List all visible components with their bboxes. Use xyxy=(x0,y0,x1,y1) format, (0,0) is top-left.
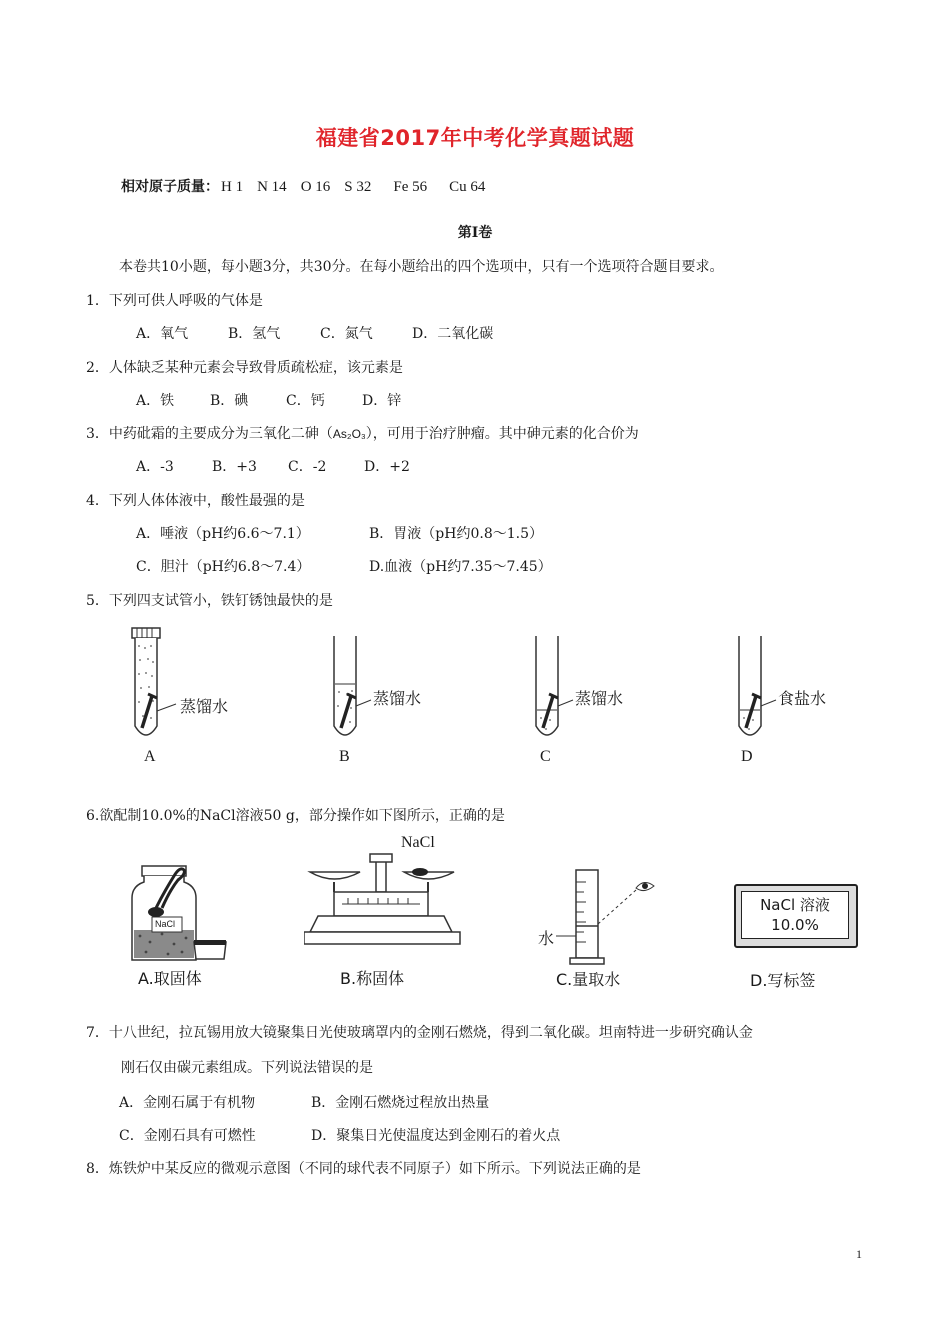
measuring-cylinder-icon xyxy=(536,866,686,966)
test-tube-a-figure xyxy=(126,626,256,776)
q3-option-a: A．-3 xyxy=(136,459,174,475)
water-label: 水 xyxy=(538,929,555,948)
tube-d-letter: D xyxy=(741,748,753,765)
tube-b-letter: B xyxy=(339,748,350,765)
jar-figure xyxy=(128,862,238,988)
q5-stem: 5．下列四支试管小，铁钉锈蚀最快的是 xyxy=(86,593,333,609)
jar-label: NaCl xyxy=(155,919,176,929)
page-title: 福建省2017年中考化学真题试题 xyxy=(315,126,635,150)
caption-a: A.取固体 xyxy=(138,969,202,988)
mass-h: H 1 xyxy=(221,179,244,195)
balance-icon xyxy=(304,832,474,967)
q4-option-b: B．胃液（pH约0.8～1.5） xyxy=(369,526,543,542)
q3-formula: As₂O₃ xyxy=(332,427,366,441)
q3-options xyxy=(136,456,410,476)
q1-stem: 1．下列可供人呼吸的气体是 xyxy=(86,293,263,309)
balance-figure xyxy=(304,832,474,988)
cylinder-figure xyxy=(536,866,686,989)
q1-option-b: B．氢气 xyxy=(228,326,281,342)
q1-option-d: D．二氧化碳 xyxy=(412,326,494,342)
test-tube-c-figure xyxy=(527,634,657,776)
reagent-label-inner xyxy=(741,891,849,939)
q3-stem xyxy=(86,423,639,443)
mass-cu: Cu 64 xyxy=(449,179,486,195)
q4-stem: 4．下列人体体液中，酸性最强的是 xyxy=(86,493,305,509)
reagent-jar-icon xyxy=(128,862,238,962)
sign-line-1: NaCl 溶液 xyxy=(760,896,830,914)
q2-option-d: D．锌 xyxy=(362,393,402,409)
atomic-masses-label: 相对原子质量： xyxy=(121,179,219,195)
label-figure xyxy=(734,884,864,990)
section-title: 第Ⅰ卷 xyxy=(457,225,493,241)
q7-option-b: B．金刚石燃烧过程放出热量 xyxy=(311,1095,490,1111)
mass-o: O 16 xyxy=(300,179,331,195)
atomic-masses xyxy=(121,176,485,196)
balance-nacl-label: NaCl xyxy=(401,834,435,851)
q7-stem-line2: 刚石仅由碳元素组成。下列说法错误的是 xyxy=(121,1060,373,1076)
q7-option-a: A．金刚石属于有机物 xyxy=(119,1095,256,1111)
q7-options-row1 xyxy=(119,1092,489,1112)
q4-option-c: C．胆汁（pH约6.8～7.4） xyxy=(136,559,311,575)
tube-d-liquid-label: 食盐水 xyxy=(778,689,827,708)
caption-d: D.写标签 xyxy=(750,971,816,990)
q3-option-b: B．+3 xyxy=(212,459,257,475)
q2-option-c: C．钙 xyxy=(286,393,325,409)
q1-option-c: C．氮气 xyxy=(320,326,373,342)
page-number: 1 xyxy=(856,1247,862,1261)
mass-fe: Fe 56 xyxy=(393,179,428,195)
q2-options xyxy=(136,390,401,410)
q6-stem: 6.欲配制10.0%的NaCl溶液50 g，部分操作如下图所示，正确的是 xyxy=(86,808,505,824)
test-tube-b-figure xyxy=(325,634,455,776)
tube-a-letter: A xyxy=(144,748,156,765)
q7-option-c: C．金刚石具有可燃性 xyxy=(119,1128,256,1144)
q7-options-row2 xyxy=(119,1125,560,1145)
caption-b: B.称固体 xyxy=(340,969,405,988)
q8-stem: 8．炼铁炉中某反应的微观示意图（不同的球代表不同原子）如下所示。下列说法正确的是 xyxy=(86,1161,641,1177)
q2-option-a: A．铁 xyxy=(136,393,175,409)
instructions: 本卷共10小题，每小题3分，共30分。在每小题给出的四个选项中，只有一个选项符合题目要求。 xyxy=(119,259,724,275)
caption-c: C.量取水 xyxy=(556,970,621,989)
q4-options-row2 xyxy=(136,556,552,576)
mass-s: S 32 xyxy=(344,179,372,195)
q3-option-c: C．-2 xyxy=(288,459,327,475)
q2-stem: 2．人体缺乏某种元素会导致骨质疏松症，该元素是 xyxy=(86,360,403,376)
q3-option-d: D．+2 xyxy=(364,459,410,475)
mass-n: N 14 xyxy=(257,179,287,195)
sign-line-2: 10.0% xyxy=(771,916,819,934)
reagent-label-sign xyxy=(734,884,858,948)
tube-b-liquid-label: 蒸馏水 xyxy=(373,689,422,708)
q3-stem-post: ），可用于治疗肿瘤。其中砷元素的化合价为 xyxy=(365,426,639,442)
tube-a-liquid-label: 蒸馏水 xyxy=(180,697,229,716)
tube-c-letter: C xyxy=(540,748,551,765)
q4-option-d: D.血液（pH约7.35～7.45） xyxy=(369,559,552,575)
q7-option-d: D．聚集日光使温度达到金刚石的着火点 xyxy=(311,1128,561,1144)
tube-c-liquid-label: 蒸馏水 xyxy=(575,689,624,708)
q1-option-a: A．氧气 xyxy=(136,326,189,342)
q4-option-a: A．唾液（pH约6.6～7.1） xyxy=(136,526,310,542)
q1-options xyxy=(136,323,493,343)
q4-options-row1 xyxy=(136,523,543,543)
test-tube-d-figure xyxy=(730,634,860,776)
q2-option-b: B．碘 xyxy=(210,393,249,409)
q3-stem-pre: 3．中药砒霜的主要成分为三氧化二砷（ xyxy=(86,426,333,442)
q7-stem-line1: 7．十八世纪，拉瓦锡用放大镜聚集日光使玻璃罩内的金刚石燃烧，得到二氧化碳。坦南特进一步研究确认金 xyxy=(86,1025,753,1041)
